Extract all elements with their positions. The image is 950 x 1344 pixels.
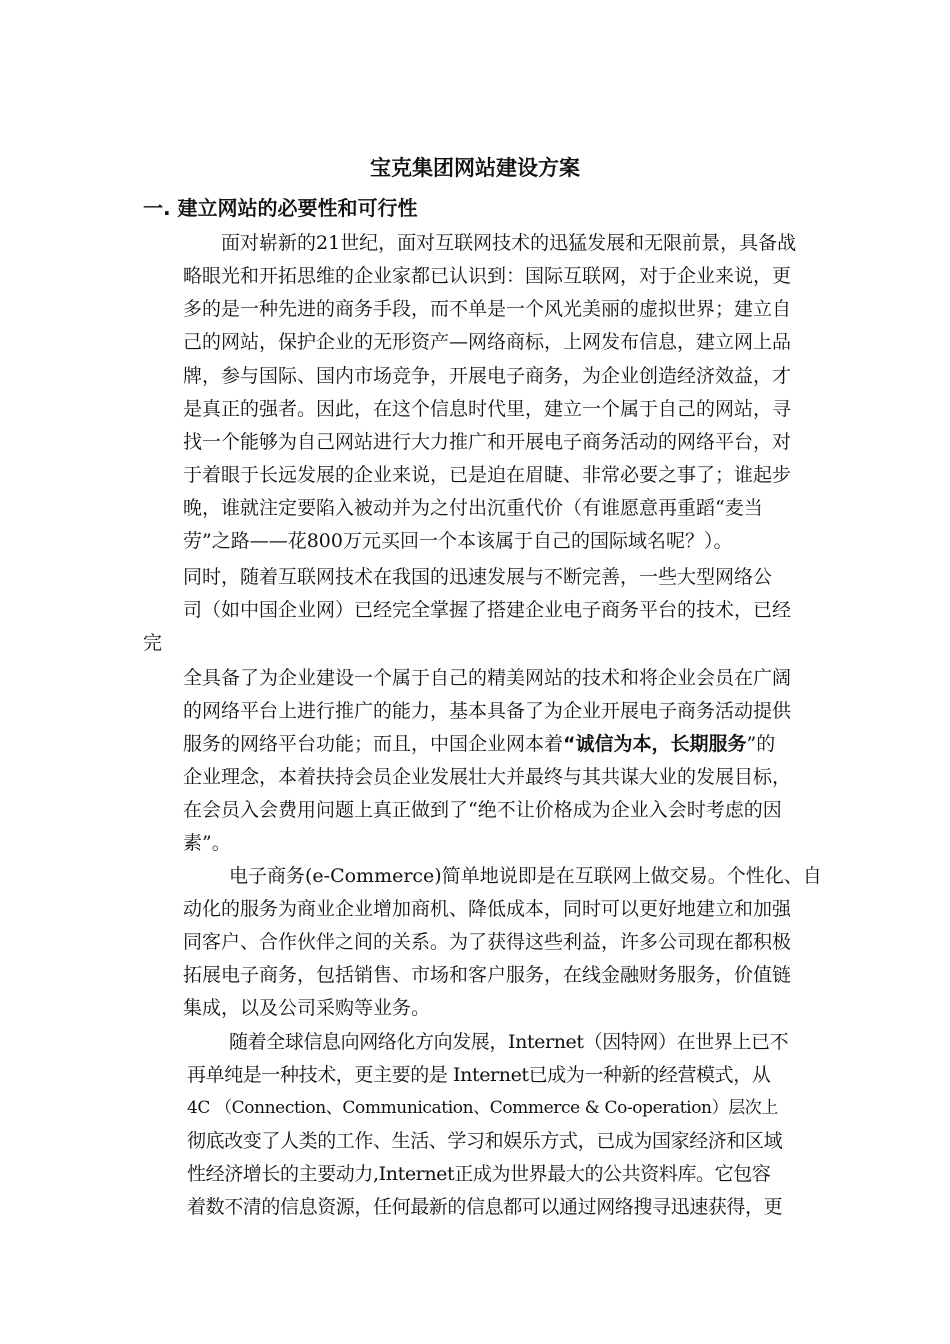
paragraph-line: 集成，以及公司采购等业务。 [183,997,431,1019]
paragraph-line: 晚，谁就注定要陷入被动并为之付出沉重代价（有谁愿意再重蹈“麦当 [183,497,763,519]
paragraph-line: 性经济增长的主要动力,Internet正成为世界最大的公共资料库。它包容 [187,1163,771,1185]
paragraph-line: 牌，参与国际、国内市场竞争，开展电子商务，为企业创造经济效益，才 [183,365,792,387]
paragraph-text: 服务的网络平台功能；而且，中国企业网本着 [183,733,564,755]
paragraph-line: 再单纯是一种技术，更主要的是 Internet已成为一种新的经营模式，从 [187,1064,771,1086]
paragraph-line: 的网络平台上进行推广的能力，基本具备了为企业开展电子商务活动提供 [183,700,792,722]
paragraph-line: 企业理念，本着扶持会员企业发展壮大并最终与其共谋大业的发展目标， [183,766,792,788]
paragraph-line: 多的是一种先进的商务手段，而不单是一个风光美丽的虚拟世界；建立自 [183,298,792,320]
paragraph-line: 略眼光和开拓思维的企业家都已认识到：国际互联网，对于企业来说，更 [183,265,792,287]
paragraph-text: ”的 [746,733,776,755]
paragraph-line: 素”。 [183,832,231,854]
paragraph-line: 劳”之路——花800万元买回一个本该属于自己的国际域名呢？）。 [183,530,733,552]
paragraph-line: 随着全球信息向网络化方向发展，Internet（因特网）在世界上已不 [229,1031,789,1053]
paragraph-line: 着数不清的信息资源，任何最新的信息都可以通过网络搜寻迅速获得，更 [187,1196,783,1218]
paragraph-line: 同时，随着互联网技术在我国的迅速发展与不断完善，一些大型网络公 [183,566,773,588]
paragraph-line: 完 [143,632,163,654]
paragraph-line: 司（如中国企业网）已经完全掌握了搭建企业电子商务平台的技术，已经 [183,599,792,621]
section-heading: 一. 建立网站的必要性和可行性 [143,196,418,220]
paragraph-line: 是真正的强者。因此，在这个信息时代里，建立一个属于自己的网站，寻 [183,398,792,420]
paragraph-line: 彻底改变了人类的工作、生活、学习和娱乐方式，已成为国家经济和区域 [187,1130,783,1152]
paragraph-line: 找一个能够为自己网站进行大力推广和开展电子商务活动的网络平台，对 [183,431,792,453]
paragraph-line: 在会员入会费用问题上真正做到了“绝不让价格成为企业入会时考虑的因 [183,799,782,821]
paragraph-line [183,730,775,758]
paragraph-line: 拓展电子商务，包括销售、市场和客户服务，在线金融财务服务，价值链 [183,964,792,986]
document-title: 宝克集团网站建设方案 [370,156,580,180]
paragraph-line: 面对崭新的21世纪，面对互联网技术的迅猛发展和无限前景，具备战 [221,232,797,254]
paragraph-line: 同客户、合作伙伴之间的关系。为了获得这些利益，许多公司现在都积极 [183,931,792,953]
paragraph-line: 电子商务(e-Commerce)简单地说即是在互联网上做交易。个性化、自 [229,865,822,887]
paragraph-line: 动化的服务为商业企业增加商机、降低成本，同时可以更好地建立和加强 [183,898,792,920]
emphasis-text: “诚信为本，长期服务 [563,733,747,755]
paragraph-line: 己的网站，保护企业的无形资产—网络商标，上网发布信息，建立网上品 [183,331,792,353]
paragraph-line: 全具备了为企业建设一个属于自己的精美网站的技术和将企业会员在广阔 [183,667,792,689]
paragraph-line: 4C （Connection、Communication、Commerce & Co-operation）层次上 [187,1098,778,1118]
paragraph-line: 于着眼于长远发展的企业来说，已是迫在眉睫、非常必要之事了；谁起步 [183,464,792,486]
